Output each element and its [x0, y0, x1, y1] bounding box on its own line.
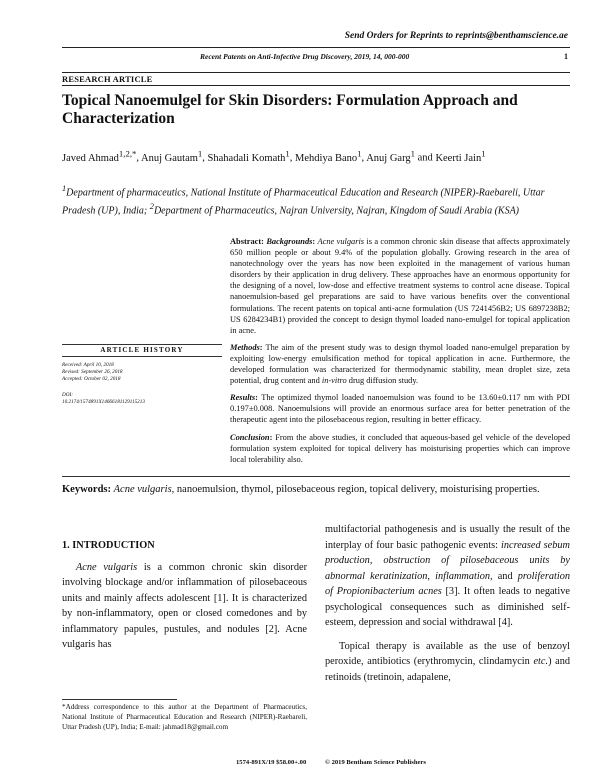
abstract-methods: Methods: The aim of the present study was to design thymol loaded nano-emulgel preparation by exploiting low-energy emulsification method for topical application in acne. Furthermore, the developed formulation was characterized for thermodynamic stability, mean droplet size, zeta potential, drug content and in-vitro drug diffusion study.: [230, 342, 570, 386]
author: Shahadali Komath$^1$: [207, 148, 290, 164]
footer-copyright: © 2019 Bentham Science Publishers: [325, 759, 426, 766]
affiliations: $^1$Department of pharmaceutics, National Institute of Pharmaceutical Education and Research (NIPER)-Raebareli, Uttar Pradesh (UP), India; $^2$Department of Pharmaceutics, Najran University, Najran, Kingdom of Saudi Arabia (KSA): [62, 184, 545, 217]
header-rule: [62, 47, 570, 48]
header-rule-3: [62, 85, 570, 86]
article-type: RESEARCH ARTICLE: [62, 74, 153, 84]
doi-link[interactable]: 10.2174/1574891X14666181129115213: [62, 399, 145, 405]
correspondence-footnote: *Address correspondence to this author at the Department of Pharmaceutics, National Institute of Pharmaceutical Education and Research (NIPER)-Raebareli, Uttar Pradesh (UP), India; E-mail: jahmad18@gmail.com: [62, 703, 307, 731]
article-history-dates: [62, 362, 222, 383]
doi-label: DOI:: [62, 392, 73, 398]
abstract-results: Results: The optimized thymol loaded nanoemulsion was found to be 13.60±0.117 nm with PDI 0.197±0.008. Nanoemulsions will provide an enormous surface area for better penetration of the therapeutic agent into the pilosebaceous region, resulting in better efficacy.: [230, 393, 570, 425]
revised-date: Revised: September 26, 2018: [62, 369, 123, 375]
author: Anuj Garg$^1$: [366, 148, 416, 164]
author: Keerti Jain$^1$: [435, 148, 486, 164]
author: Mehdiya Bano$^1$: [295, 148, 362, 164]
abstract-backgrounds: Abstract: Backgrounds: Acne vulgaris is a common chronic skin disease that affects approximately 650 million people or about 9.4% of the population globally. Growing research in the area of nanotechnology over the years has now been exploited in the management of various human disorders by their application in drug delivery. These approaches have an enormous opportunity for the designing of a novel, low-dose and effective treatment systems to control acne disease. Topical nanoemulsion-based gel preparations are said to have various benefits over the conventional formulations. The recent patents on topical anti-acne formulation (US 7241456B2; US 6897238B2; US 6284234B1) provided the concept to design thymol loaded nano-emulgel for topical application in acne.: [230, 237, 571, 335]
body-column-right: [325, 522, 570, 685]
keywords: Keywords: Acne vulgaris, nanoemulsion, thymol, pilosebaceous region, topical delivery, moisturising properties.: [62, 484, 540, 495]
history-rule-top: [62, 344, 222, 345]
journal-citation: Recent Patents on Anti-Infective Drug Discovery, 2019, 14, 000-000: [200, 52, 410, 61]
page-number: 1: [564, 52, 568, 61]
paper-title: Topical Nanoemulgel for Skin Disorders: Formulation Approach and Characterization: [62, 92, 518, 127]
history-rule-bottom: [62, 356, 222, 357]
footnote-rule: [62, 699, 177, 700]
intro-paragraph-2: Topical therapy is available as the use of benzoyl peroxide, antibiotics (erythromycin, clindamycin etc.) and retinoids (tretinoin, adapalene,: [325, 640, 571, 683]
intro-paragraph-1: Acne vulgaris is a common chronic skin disorder involving blockage and/or inflammation of pilosebaceous units and mainly affects adolescent [1]. It is characterized by non-inflammatory, open or closed comedones and by inflammatory papules, pustules, and nodules [2]. Acne vulgaris has: [62, 561, 307, 650]
footer-issn: 1574-891X/19 $58.00+.00: [236, 759, 307, 766]
author-list: Javed Ahmad$^{1,2,*}$, Anuj Gautam$^1$, Shahadali Komath$^1$, Mehdiya Bano$^1$, Anuj Garg$^1$ and Keerti Jain$^1$: [62, 148, 486, 164]
keywords-rule: [62, 476, 570, 477]
author: Javed Ahmad$^{1,2,*}$: [62, 148, 137, 164]
intro-paragraph-1-cont: multifactorial pathogenesis and is usually the result of the interplay of four basic pathogenic events: increased sebum production, obstruction of pilosebaceous units by abnormal keratinization, inflammation, and proliferation of Propionibacterium acnes [3]. It often leads to negative psychological consequences such as diminished self-esteem, depression and social withdrawal [4].: [325, 524, 570, 628]
section-heading: 1. INTRODUCTION: [62, 540, 155, 551]
header-rule-2: [62, 72, 570, 73]
author: Anuj Gautam$^1$: [141, 148, 203, 164]
abstract-conclusion: Conclusion: From the above studies, it concluded that aqueous-based gel vehicle of the developed formulation system exploited for topical delivery has moisturising properties which can improve local tolerability also.: [230, 432, 571, 464]
received-date: Received: April 10, 2018: [62, 362, 114, 368]
article-history-title: ARTICLE HISTORY: [100, 346, 184, 354]
accepted-date: Accepted: October 02, 2018: [62, 376, 121, 382]
send-orders-line: Send Orders for Reprints to reprints@benthamscience.ae: [344, 31, 568, 41]
body-column-left: [62, 538, 307, 653]
doi-block: [62, 392, 222, 406]
abstract: [230, 236, 570, 471]
